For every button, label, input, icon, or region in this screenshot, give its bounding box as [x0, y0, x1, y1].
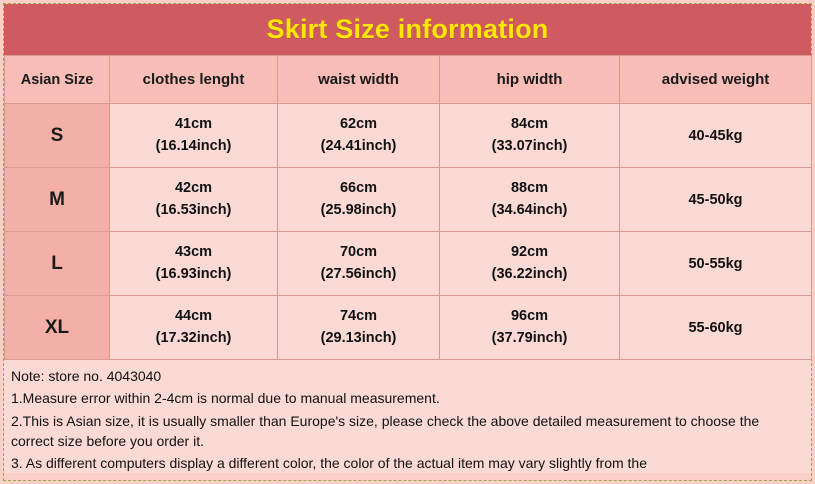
cell-hip-width [440, 168, 620, 232]
value-inch: (27.56inch) [320, 265, 397, 282]
value-cm: 66cm [339, 180, 378, 197]
value-cm: 84cm [510, 116, 549, 133]
cell-advised-weight: 45-50kg [620, 168, 812, 232]
value-cm: 44cm [174, 308, 213, 325]
size-table [4, 55, 812, 360]
cell-waist-width [278, 168, 440, 232]
cell-advised-weight: 55-60kg [620, 296, 812, 360]
note-line-3: 3. As different computers display a different color, the color of the actual item may vary slightly from the [11, 455, 648, 472]
cell-advised-weight: 50-55kg [620, 232, 812, 296]
value-cm: 62cm [339, 116, 378, 133]
value-cm: 74cm [339, 308, 378, 325]
value-inch: (16.53inch) [155, 201, 232, 218]
cell-hip-width [440, 296, 620, 360]
value-cm: 88cm [510, 180, 549, 197]
value-inch: (24.41inch) [320, 137, 397, 154]
table-header [5, 56, 812, 104]
cell-waist-width [278, 232, 440, 296]
value-inch: (17.32inch) [155, 329, 232, 346]
value-cm: 41cm [174, 116, 213, 133]
cell-size: S [5, 104, 110, 168]
page-title: Skirt Size information [266, 14, 549, 44]
cell-advised-weight: 40-45kg [620, 104, 812, 168]
value-inch: (34.64inch) [491, 201, 568, 218]
column-header-clothes-length: clothes lenght [110, 56, 278, 104]
cell-clothes-length [110, 168, 278, 232]
title-bar [4, 4, 811, 55]
table-row [5, 168, 812, 232]
size-chart-sheet [3, 3, 812, 481]
cell-clothes-length [110, 296, 278, 360]
value-inch: (16.14inch) [155, 137, 232, 154]
cell-size: XL [5, 296, 110, 360]
cell-size: M [5, 168, 110, 232]
value-inch: (29.13inch) [320, 329, 397, 346]
value-inch: (16.93inch) [155, 265, 232, 282]
value-cm: 70cm [339, 244, 378, 261]
table-row [5, 232, 812, 296]
column-header-asian-size: Asian Size [5, 56, 110, 104]
cell-clothes-length [110, 104, 278, 168]
column-header-advised-weight: advised weight [620, 56, 812, 104]
note-store-number: Note: store no. 4043040 [11, 368, 162, 384]
cell-waist-width [278, 104, 440, 168]
table-body [5, 104, 812, 360]
column-header-waist-width: waist width [278, 56, 440, 104]
value-inch: (37.79inch) [491, 329, 568, 346]
cell-size: L [5, 232, 110, 296]
cell-clothes-length [110, 232, 278, 296]
table-row [5, 104, 812, 168]
cell-hip-width [440, 232, 620, 296]
note-line-2: 2.This is Asian size, it is usually smaller than Europe's size, please check the above detailed measurement to choose the correct size before you order it. [11, 412, 760, 449]
table-row [5, 296, 812, 360]
value-cm: 92cm [510, 244, 549, 261]
value-inch: (36.22inch) [491, 265, 568, 282]
value-cm: 96cm [510, 308, 549, 325]
value-inch: (25.98inch) [320, 201, 397, 218]
value-cm: 42cm [174, 180, 213, 197]
column-header-hip-width: hip width [440, 56, 620, 104]
cell-waist-width [278, 296, 440, 360]
notes-section [4, 360, 811, 473]
table-header-row [5, 56, 812, 104]
value-inch: (33.07inch) [491, 137, 568, 154]
value-cm: 43cm [174, 244, 213, 261]
note-line-1: 1.Measure error within 2-4cm is normal due to manual measurement. [11, 390, 440, 407]
cell-hip-width [440, 104, 620, 168]
